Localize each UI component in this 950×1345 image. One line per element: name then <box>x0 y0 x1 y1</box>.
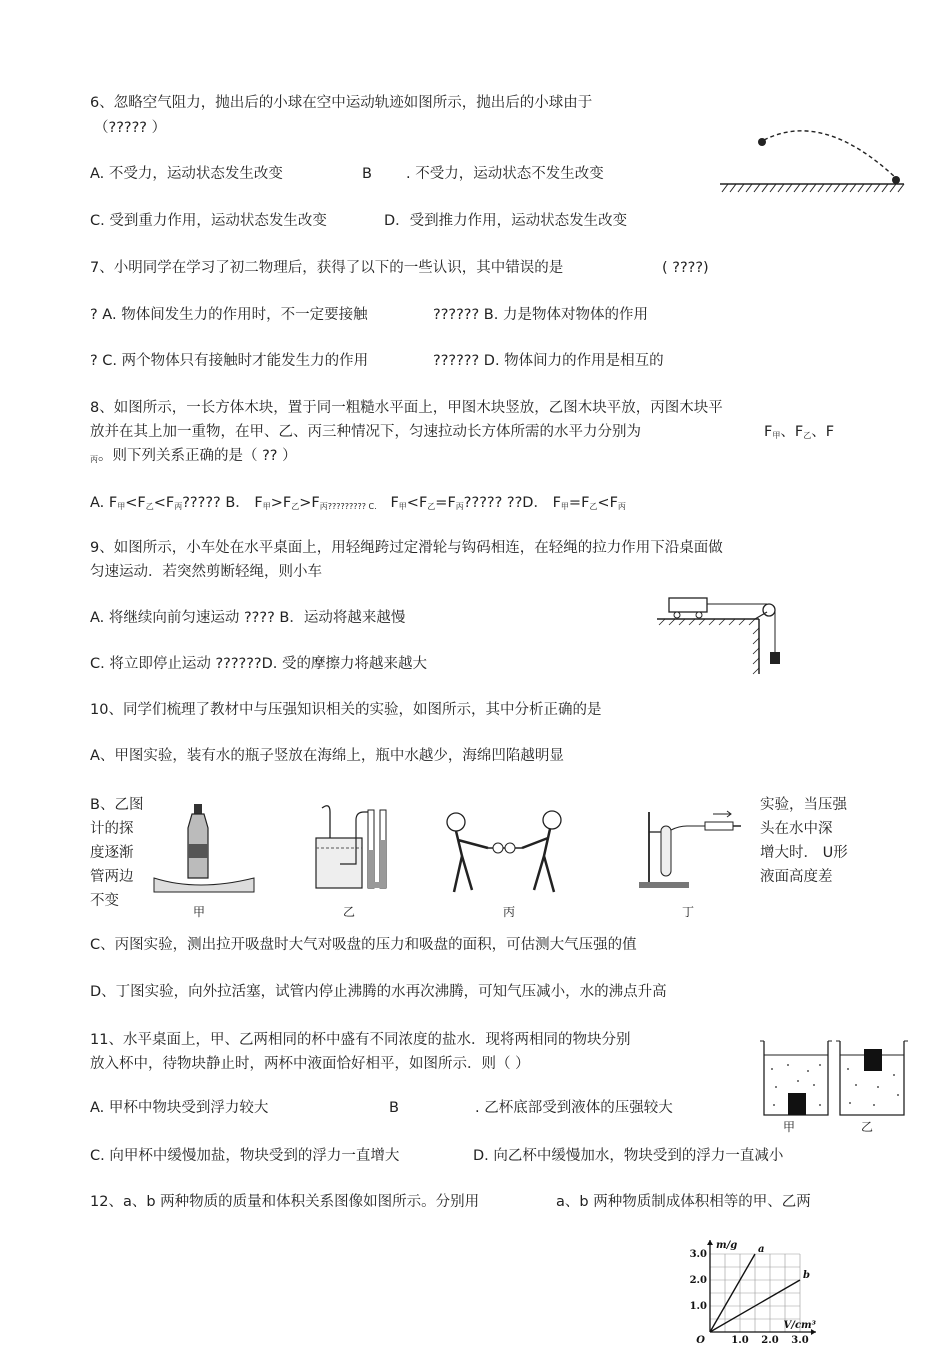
bottle-label <box>188 844 208 858</box>
q8-line-3: $_丙$。则下列关系正确的是（ ?? ） <box>90 448 297 464</box>
child-left-head <box>447 813 465 831</box>
projectile-figure <box>718 128 906 194</box>
q9-options-cd: C. 将立即停止运动 ??????D. 受的摩擦力将越来越大 <box>90 656 428 672</box>
child-left-body <box>454 831 488 892</box>
q6-option-d: D．受到推力作用，运动状态发生改变 <box>384 213 628 229</box>
q10-b-left-2: 计的探 <box>90 821 134 837</box>
bottle-sponge-figure <box>150 800 260 900</box>
y-tick-label: 3.0 <box>689 1249 707 1260</box>
q8-line-2: 放并在其上加一重物，在甲、乙、丙三种情况下，匀速拉动长方体所需的水平力分别为 <box>90 424 641 440</box>
syringe-tube-figure <box>635 806 745 890</box>
cup-label-jia: 甲 <box>783 1120 796 1134</box>
cups-figure <box>758 1035 924 1117</box>
trajectory-path <box>764 131 896 178</box>
q11-option-c: C. 向甲杯中缓慢加盐，物块受到的浮力一直增大 <box>90 1148 400 1164</box>
y-axis-label: m/g <box>716 1240 738 1251</box>
x-axis-label: V/cm³ <box>783 1320 816 1331</box>
q6-option-a: A. 不受力，运动状态发生改变 <box>90 166 283 182</box>
q11-line-2: 放入杯中，待物块静止时，两杯中液面恰好相平，如图所示．则（ ） <box>90 1056 530 1072</box>
q8-options <box>90 493 626 517</box>
fig-label-jia: 甲 <box>193 905 206 919</box>
fig-label-yi: 乙 <box>343 905 356 919</box>
stand-base <box>639 882 689 888</box>
q8-forces: $F_甲$、$F_乙$、F <box>764 424 835 440</box>
q12-stem-a: 12、a、b 两种物质的质量和体积关系图像如图所示。分别用 <box>90 1194 480 1210</box>
q11-option-b: . 乙杯底部受到液体的压强较大 <box>475 1100 673 1116</box>
hook-weight-icon <box>770 652 780 664</box>
arrow-icon <box>713 811 731 817</box>
q10-b-right-2: 头在水中深 <box>760 821 833 837</box>
q6-stem: 6、忽略空气阻力，抛出后的小球在空中运动轨迹如图所示，抛出后的小球由于 <box>90 95 593 111</box>
q7-option-c: ? C. 两个物体只有接触时才能发生力的作用 <box>90 353 369 369</box>
sponge-icon <box>154 878 254 892</box>
cup-label-yi: 乙 <box>861 1120 874 1134</box>
q9-options-ab: A. 将继续向前匀速运动 ???? B．运动将越来越慢 <box>90 610 406 626</box>
pulley-icon <box>763 604 775 616</box>
fig-label-ding: 丁 <box>682 905 695 919</box>
q10-stem: 10、同学们梳理了教材中与压强知识相关的实验，如图所示，其中分析正确的是 <box>90 702 602 718</box>
suction-cup-icon <box>493 843 503 853</box>
q11-line-1: 11、水平桌面上，甲、乙两相同的杯中盛有不同浓度的盐水．现将两相同的物块分别 <box>90 1032 631 1048</box>
connect-tube <box>671 826 705 830</box>
q6-paren: （????? ） <box>94 120 167 136</box>
x-tick-label: 3.0 <box>791 1335 809 1344</box>
chart-labels <box>690 1240 817 1344</box>
q10-b-right-1: 实验，当压强 <box>760 797 847 813</box>
q10-b-left-4: 管两边 <box>90 869 134 885</box>
water-beaker-icon <box>316 838 362 888</box>
u-tube-liquid-left <box>368 850 374 888</box>
origin-label: O <box>696 1335 705 1344</box>
table-hatch <box>659 619 759 674</box>
y-tick-label: 1.0 <box>689 1301 707 1312</box>
q11-option-b-letter: B <box>389 1100 399 1116</box>
x-tick-label: 2.0 <box>761 1335 779 1344</box>
q10-b-right-3: 增大时． U形 <box>760 845 848 861</box>
suction-cups-figure <box>432 806 582 896</box>
q6-option-b-letter: B <box>362 166 372 182</box>
syringe-icon <box>705 822 733 830</box>
u-tube-bottom <box>374 882 380 888</box>
fig-label-bing: 丙 <box>503 905 516 919</box>
q12-stem-b: a、b 两种物质制成体积相等的甲、乙两 <box>556 1194 811 1210</box>
q8-option-b: $F_甲>F_乙>F_{丙????????? C.}$ <box>254 495 377 511</box>
series-label-a: a <box>758 1244 765 1255</box>
u-tube-liquid-right <box>380 840 386 888</box>
q7-paren: ( ????) <box>662 260 709 276</box>
q10-option-c: C、丙图实验，测出拉开吸盘时大气对吸盘的压力和吸盘的面积，可估测大气压强的值 <box>90 937 637 953</box>
pressure-gauge-figure <box>300 800 400 900</box>
bottle-cap <box>194 804 202 814</box>
cart-pulley-figure <box>655 590 785 676</box>
pulley-mount <box>755 612 767 619</box>
q10-b-left-1: B、乙图 <box>90 797 144 813</box>
cart-wheel-icon <box>674 612 680 618</box>
q7-stem: 7、小明同学在学习了初二物理后，获得了以下的一些认识，其中错误的是 <box>90 260 564 276</box>
q11-option-d: D. 向乙杯中缓慢加水，物块受到的浮力一直减小 <box>473 1148 784 1164</box>
child-right-body <box>522 829 554 892</box>
y-tick-label: 2.0 <box>689 1275 707 1286</box>
ball-end-icon <box>892 176 900 184</box>
q8-option-a: A. $F_甲<F_乙<F_丙$????? B． <box>90 495 250 511</box>
liquid-dots-yi <box>847 1068 899 1106</box>
q7-option-b: ?????? B. 力是物体对物体的作用 <box>433 307 648 323</box>
block-yi-icon <box>864 1049 882 1071</box>
suction-cup-icon <box>505 843 515 853</box>
ground-hatch <box>722 184 904 192</box>
mass-volume-chart <box>680 1232 850 1344</box>
x-tick-label: 1.0 <box>731 1335 749 1344</box>
q6-option-c: C. 受到重力作用，运动状态发生改变 <box>90 213 327 229</box>
q10-b-left-3: 度逐渐 <box>90 845 134 861</box>
q6-option-b: . 不受力，运动状态不发生改变 <box>406 166 604 182</box>
q9-line-2: 匀速运动．若突然剪断轻绳，则小车 <box>90 564 322 580</box>
series-label-b: b <box>803 1270 810 1281</box>
q10-b-right-4: 液面高度差 <box>760 869 833 885</box>
test-tube-icon <box>661 826 671 876</box>
q10-b-left-5: 不变 <box>90 893 119 909</box>
q8-option-d: $F_甲=F_乙<F_丙$ <box>552 495 626 511</box>
q10-option-a: A、甲图实验，装有水的瓶子竖放在海绵上，瓶中水越少，海绵凹陷越明显 <box>90 748 564 764</box>
q8-line-1: 8、如图所示，一长方体木块，置于同一粗糙水平面上，甲图木块竖放，乙图木块平放，丙图木块平 <box>90 400 723 416</box>
q8-option-c: $F_甲<F_乙=F_丙$????? ??D． <box>390 495 548 511</box>
y-axis-arrow-icon <box>707 1240 713 1245</box>
q11-option-a: A. 甲杯中物块受到浮力较大 <box>90 1100 269 1116</box>
child-right-head <box>543 811 561 829</box>
q7-option-a: ? A. 物体间发生力的作用时，不一定要接触 <box>90 307 368 323</box>
cart-wheel-icon <box>696 612 702 618</box>
q7-option-d: ?????? D. 物体间力的作用是相互的 <box>433 353 664 369</box>
cart-body <box>669 598 707 612</box>
block-jia-icon <box>788 1093 806 1115</box>
q10-option-d: D、丁图实验，向外拉活塞，试管内停止沸腾的水再次沸腾，可知气压减小，水的沸点升高 <box>90 984 667 1000</box>
q9-line-1: 9、如图所示，小车处在水平桌面上，用轻绳跨过定滑轮与钩码相连，在轻绳的拉力作用下沿桌面做 <box>90 540 723 556</box>
